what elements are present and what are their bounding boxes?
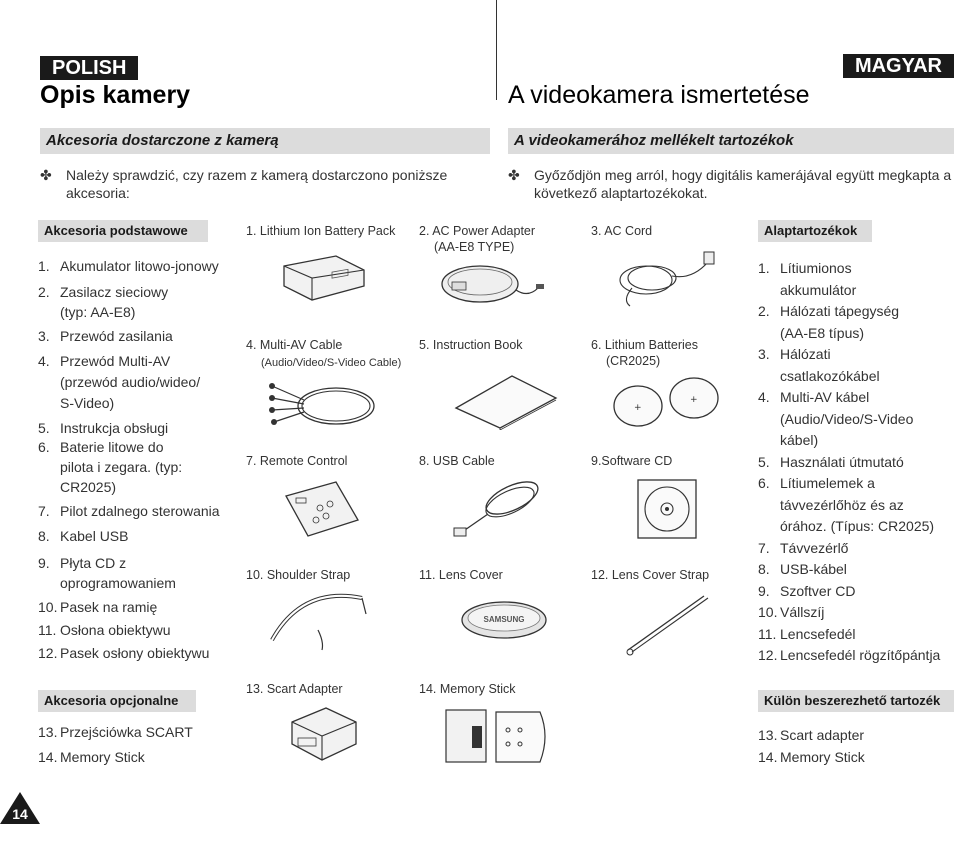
basic-accessories-list-polish (38, 258, 238, 662)
lens-cover-strap-icon (620, 588, 716, 660)
grid-label-8: 8. USB Cable (419, 454, 495, 468)
basic-accessories-heading-polish: Akcesoria podstawowe (38, 220, 208, 242)
list-item: 13. Przejściówka SCART (38, 724, 193, 740)
list-item: 1. Lítiumionos akkumulátor (758, 260, 857, 298)
bullet-mark-icon: ✤ (508, 167, 520, 183)
coin-batteries-icon (608, 374, 724, 430)
note-polish: ✤ Należy sprawdzić, czy razem z kamerą dostarczono poniższe akcesoria: (40, 167, 448, 201)
bullet-mark-icon: ✤ (40, 167, 52, 183)
lens-cover-icon (458, 598, 552, 644)
memory-stick-icon (444, 706, 554, 766)
page-number-text: 14 (12, 806, 28, 822)
svg-text:+: + (690, 395, 698, 405)
optional-accessories-heading-polish: Akcesoria opcjonalne (38, 690, 196, 712)
list-item: 3. Hálózati csatlakozókábel (758, 346, 880, 384)
list-item: 10. Vállszíj (758, 604, 825, 620)
note-magyar: ✤ Győződjön meg arról, hogy digitális kamerájával együtt megkapta a következő alaptartozékokat. (508, 167, 952, 201)
grid-label-11: 11. Lens Cover (419, 568, 503, 582)
list-item: 6. Baterie litowe do pilota i zegara. (typ: CR2025) (38, 439, 183, 495)
list-item: 13. Scart adapter (758, 727, 865, 743)
list-item: 7. Távvezérlő (758, 539, 849, 556)
grid-label-4: 4. Multi-AV Cable (246, 338, 343, 352)
grid-label-2b: (AA-E8 TYPE) (434, 240, 515, 254)
list-item: 4. Przewód Multi-AV (przewód audio/wideo/ S-Video) (38, 353, 201, 411)
grid-label-12: 12. Lens Cover Strap (591, 568, 710, 582)
grid-label-7: 7. Remote Control (246, 454, 348, 468)
grid-label-5: 5. Instruction Book (419, 338, 523, 352)
usb-cable-icon (448, 476, 552, 542)
grid-label-4b: (Audio/Video/S-Video Cable) (261, 357, 402, 369)
grid-label-9: 9.Software CD (591, 454, 673, 468)
list-item: 7. Pilot zdalnego sterowania (38, 503, 220, 519)
list-item: 9. Szoftver CD (758, 582, 856, 599)
scart-adapter-icon (286, 704, 362, 766)
section-bar-magyar: A videokamerához mellékelt tartozékok (508, 128, 954, 154)
ac-adapter-icon (438, 258, 550, 314)
grid-label-1: 1. Lithium Ion Battery Pack (246, 224, 396, 238)
basic-accessories-heading-magyar: Alaptartozékok (758, 220, 872, 242)
list-item: 14. Memory Stick (758, 749, 865, 765)
optional-accessories-list-magyar (758, 724, 954, 768)
language-badge-polish: POLISH (40, 56, 138, 80)
svg-text:+: + (634, 403, 642, 413)
list-item: 4. Multi-AV kábel (Audio/Video/S-Video kábel) (758, 389, 914, 448)
list-item: 8. USB-kábel (758, 561, 847, 577)
list-item: 14. Memory Stick (38, 749, 145, 765)
list-item: 2. Hálózati tápegység (AA-E8 típus) (758, 303, 900, 341)
grid-label-6: 6. Lithium Batteries (591, 338, 698, 352)
multi-av-cable-icon (264, 374, 384, 436)
language-badge-magyar: MAGYAR (843, 54, 954, 78)
list-item: 9. Płyta CD z oprogramowaniem (38, 555, 176, 591)
list-item: 2. Zasilacz sieciowy (typ: AA-E8) (38, 284, 169, 320)
list-item: 5. Használati útmutató (758, 453, 904, 470)
shoulder-strap-icon (262, 586, 374, 656)
ac-cord-icon (612, 240, 722, 312)
list-item: 12. Pasek osłony obiektywu (38, 645, 210, 661)
grid-label-2: 2. AC Power Adapter (419, 224, 536, 238)
section-bar-polish: Akcesoria dostarczone z kamerą (40, 128, 490, 154)
list-item: 3. Przewód zasilania (38, 328, 173, 344)
grid-label-10: 10. Shoulder Strap (246, 568, 351, 582)
list-item: 8. Kabel USB (38, 528, 129, 544)
list-item: 10. Pasek na ramię (38, 599, 158, 615)
list-item: 12. Lencsefedél rögzítőpántja (758, 647, 941, 663)
list-item: 1. Akumulator litowo-jonowy (38, 258, 219, 274)
grid-label-3: 3. AC Cord (591, 224, 653, 238)
lens-cover-brand: SAMSUNG (483, 615, 525, 624)
battery-pack-icon (276, 252, 368, 306)
list-item: 6. Lítiumelemek a távvezérlőhöz és az órához. (Típus: CR2025) (758, 475, 935, 534)
optional-accessories-heading-magyar: Külön beszerezhető tartozék (758, 690, 954, 712)
basic-accessories-list-magyar (758, 258, 954, 667)
page-title-polish: Opis kamery (40, 81, 191, 109)
grid-label-6b: (CR2025) (606, 354, 661, 368)
instruction-book-icon (452, 368, 562, 430)
page-number (0, 792, 40, 824)
center-divider (496, 0, 497, 100)
list-item: 5. Instrukcja obsługi (38, 420, 169, 436)
grid-label-13: 13. Scart Adapter (246, 682, 343, 696)
remote-control-icon (280, 478, 364, 542)
software-cd-icon (636, 478, 700, 542)
list-item: 11. Lencsefedél (758, 625, 856, 642)
optional-accessories-list-polish (38, 724, 238, 766)
page-title-magyar: A videokamera ismertetése (508, 81, 810, 109)
grid-label-14: 14. Memory Stick (419, 682, 516, 696)
list-item: 11. Osłona obiektywu (38, 622, 171, 638)
